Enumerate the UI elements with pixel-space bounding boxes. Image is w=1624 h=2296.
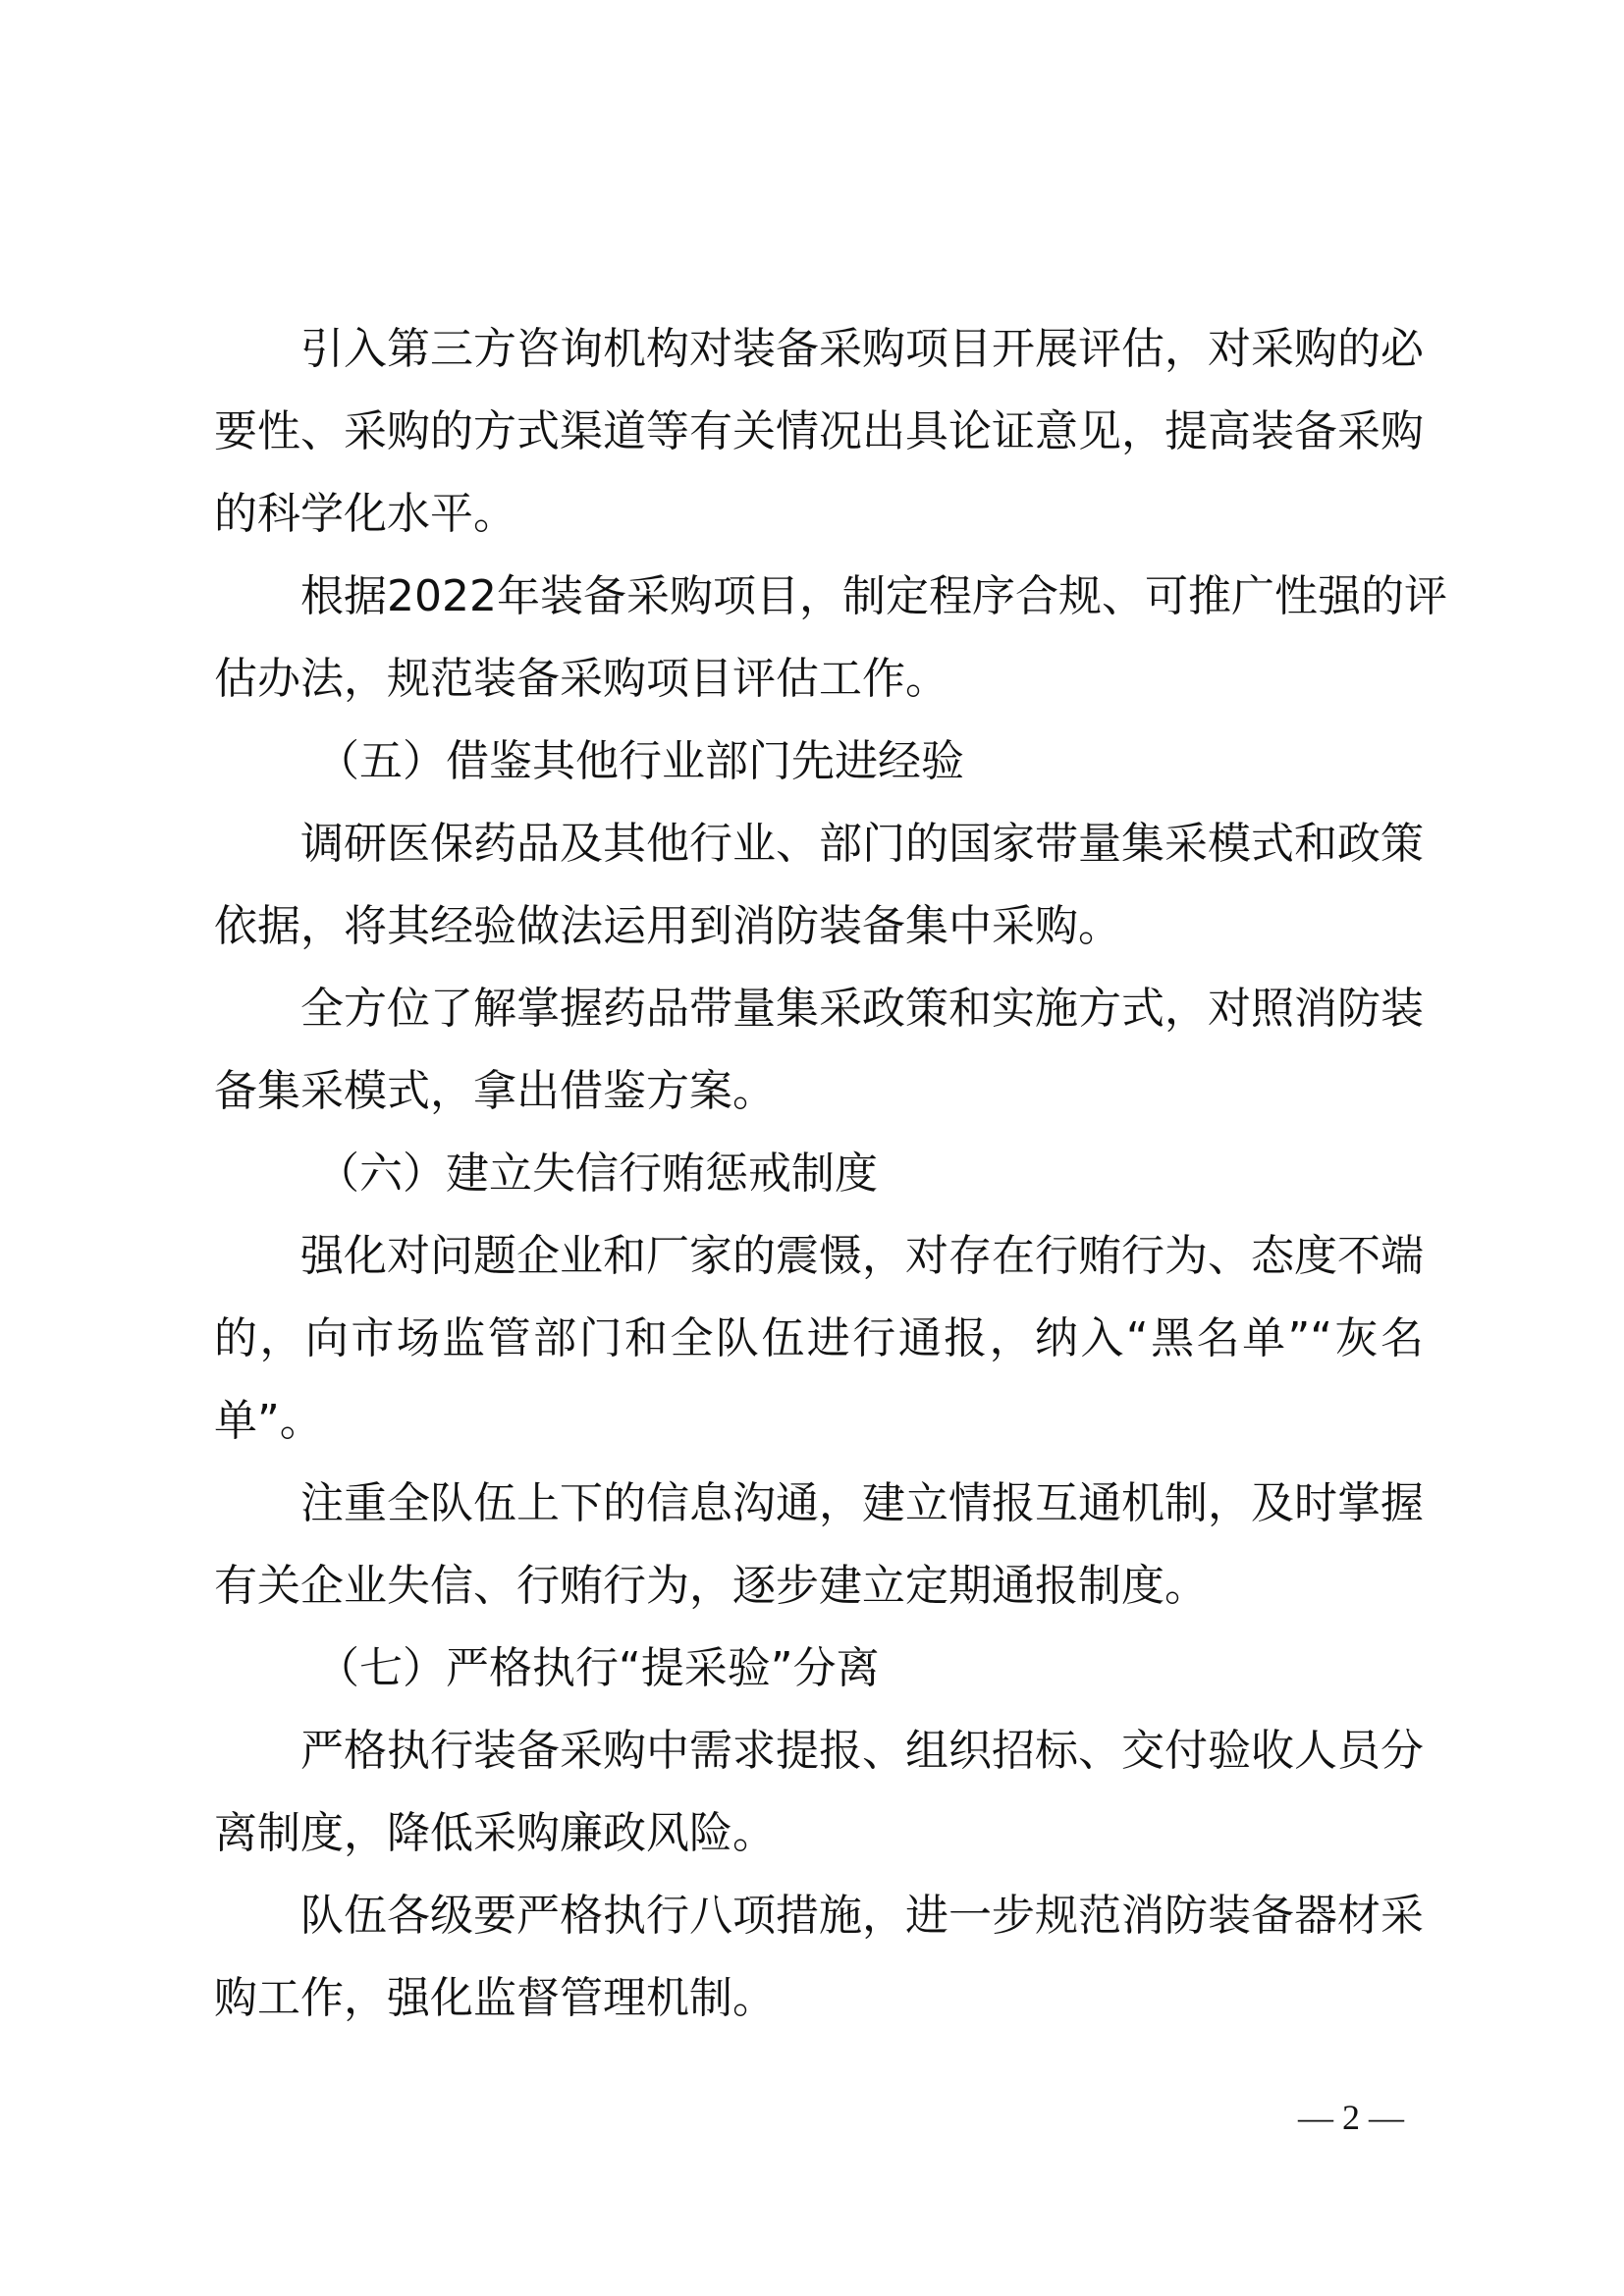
text-line: 单”。: [214, 1396, 323, 1446]
section-heading: [214, 1133, 1424, 1215]
text-line: （五）借鉴其他行业部门先进经验: [316, 736, 964, 786]
text-line: 的科学化水平。: [214, 489, 516, 539]
text-line: 购工作，强化监督管理机制。: [214, 1973, 776, 2023]
paragraph: [214, 968, 1424, 1133]
paragraph: [214, 1710, 1424, 1875]
section-heading: [214, 721, 1424, 803]
text-line: 全方位了解掌握药品带量集采政策和实施方式，对照消防装: [300, 984, 1424, 1034]
text-line: 队伍各级要严格执行八项措施，进一步规范消防装备器材采: [300, 1891, 1424, 1941]
paragraph: [214, 1875, 1424, 2040]
text-line: 依据，将其经验做法运用到消防装备集中采购。: [214, 901, 1121, 951]
text-line: 估办法，规范装备采购项目评估工作。: [214, 654, 948, 704]
text-line: 调研医保药品及其他行业、部门的国家带量集采模式和政策: [300, 819, 1424, 869]
text-line: 要性、采购的方式渠道等有关情况出具论证意见，提高装备采购: [214, 406, 1424, 456]
text-line: 引入第三方咨询机构对装备采购项目开展评估，对采购的必: [300, 324, 1424, 374]
text-line: （七）严格执行“提采验”分离: [316, 1643, 880, 1693]
text-line: （六）建立失信行贿惩戒制度: [316, 1148, 878, 1199]
text-line: 根据2022年装备采购项目，制定程序合规、可推广性强的评: [300, 571, 1447, 621]
text-line: 离制度，降低采购廉政风险。: [214, 1808, 776, 1858]
text-line: 注重全队伍上下的信息沟通，建立情报互通机制，及时掌握: [300, 1478, 1424, 1528]
paragraph: [214, 1463, 1424, 1628]
text-line: 严格执行装备采购中需求提报、组织招标、交付验收人员分: [300, 1726, 1424, 1776]
document-body: [214, 308, 1447, 2040]
text-line: 有关企业失信、行贿行为，逐步建立定期通报制度。: [214, 1561, 1208, 1611]
section-heading: [214, 1628, 1424, 1710]
paragraph: [214, 308, 1424, 556]
paragraph: [214, 803, 1424, 968]
paragraph: [214, 1215, 1424, 1463]
paragraph: [214, 556, 1447, 721]
text-line: 强化对问题企业和厂家的震慑，对存在行贿行为、态度不端: [300, 1231, 1424, 1281]
text-line: 的，向市场监管部门和全队伍进行通报，纳入“黑名单”“灰名: [214, 1313, 1424, 1363]
page-number: — 2 —: [1298, 2098, 1404, 2137]
text-line: 备集采模式，拿出借鉴方案。: [214, 1066, 776, 1116]
